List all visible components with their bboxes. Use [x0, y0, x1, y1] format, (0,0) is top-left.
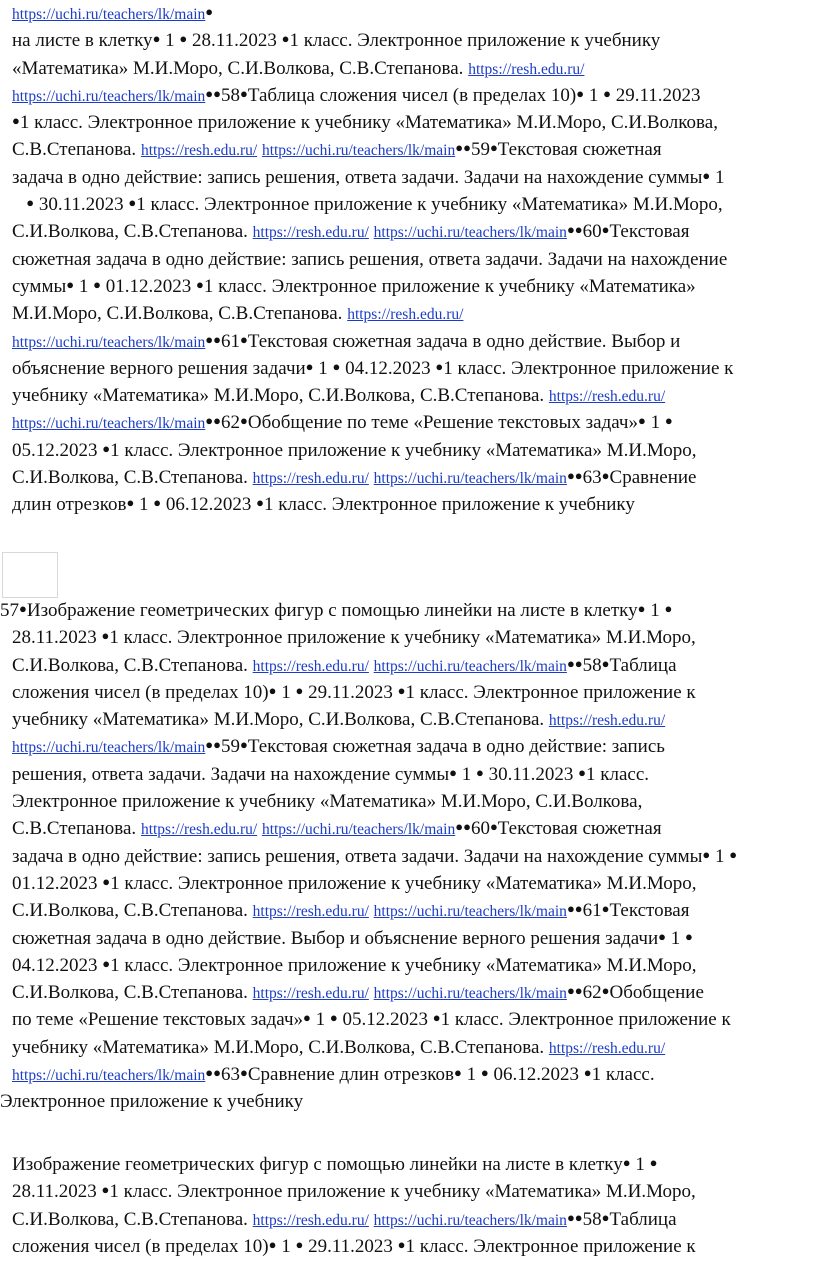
text-line — [12, 55, 816, 82]
bullet-icon: ● — [601, 983, 610, 999]
text-line — [12, 273, 816, 300]
text-line — [0, 788, 804, 815]
bullet-icon: ● — [102, 440, 111, 456]
bullet-icon: ● — [566, 655, 575, 671]
text-run: сложения чисел (в пределах 10) — [12, 1235, 269, 1257]
text-line — [12, 1151, 816, 1178]
bullet-icon: ● — [664, 413, 673, 429]
resh-link[interactable]: https://resh.edu.ru/ — [548, 1039, 666, 1057]
text-line — [0, 597, 804, 624]
bullet-icon: ● — [489, 140, 498, 156]
text-line — [0, 815, 804, 842]
text-run: 1 класс. Электронное приложение к учебнику «Математика» М.И.Моро, — [110, 872, 697, 894]
text-run: М.И.Моро, С.И.Волкова, С.В.Степанова. — [12, 303, 348, 325]
text-run: длин отрезков — [12, 494, 127, 516]
text-run: Электронное приложение к учебнику «Математика» М.И.Моро, С.И.Волкова, — [12, 791, 643, 813]
text-run: Текстовая сюжетная задача в одно действие. Выбор и — [247, 330, 681, 352]
bullet-icon: ● — [305, 358, 314, 374]
text-line — [12, 464, 816, 491]
bullet-icon: ● — [213, 1065, 221, 1081]
text-run: 29.11.2023 — [303, 1235, 398, 1257]
text-run: 29.11.2023 — [610, 84, 701, 106]
bullet-icon: ● — [658, 928, 667, 944]
text-run: 01.12.2023 — [12, 872, 103, 894]
bullet-icon: ● — [574, 901, 583, 917]
bullet-icon: ● — [601, 901, 610, 917]
bullet-icon: ● — [601, 1209, 610, 1225]
bullet-icon: ● — [566, 901, 575, 917]
bullet-icon: ● — [574, 1209, 583, 1225]
text-line — [12, 218, 816, 245]
text-run: 1 — [310, 1009, 330, 1031]
text-line — [12, 1178, 816, 1205]
bullet-icon: ● — [295, 682, 304, 698]
text-run: 1 — [645, 600, 665, 621]
text-run: 30.11.2023 — [34, 194, 129, 216]
text-run: 57 — [0, 600, 19, 621]
text-run: сюжетная задача в одно действие. Выбор и объяснение верного решения задачи — [12, 927, 659, 949]
text-line — [12, 382, 816, 409]
uchi-link[interactable]: https://uchi.ru/teachers/lk/main — [373, 224, 567, 242]
text-run: 1 класс. Электронное приложение к — [440, 1009, 731, 1031]
bullet-icon: ● — [205, 85, 214, 101]
uchi-link[interactable]: https://uchi.ru/teachers/lk/main — [12, 333, 206, 351]
resh-link[interactable]: https://resh.edu.ru/ — [347, 306, 464, 324]
text-line — [0, 897, 804, 924]
text-run: сюжетная задача в одно действие: запись решения, ответа задачи. Задачи на нахождение — [12, 248, 728, 270]
uchi-link[interactable]: https://uchi.ru/teachers/lk/main — [373, 903, 567, 921]
text-run: Обобщение — [609, 982, 704, 1004]
text-run: 1 — [584, 84, 604, 106]
text-run: 05.12.2023 — [12, 439, 103, 461]
bullet-icon: ● — [576, 85, 585, 101]
bullet-icon: ● — [574, 655, 583, 671]
text-run: 1 — [710, 166, 725, 188]
resh-link[interactable]: https://resh.edu.ru/ — [252, 903, 369, 921]
bullet-icon: ● — [489, 819, 498, 835]
text-run: С.В.Степанова. — [12, 139, 141, 161]
bullet-icon: ● — [578, 764, 587, 780]
text-line — [0, 979, 804, 1006]
resh-link[interactable]: https://resh.edu.ru/ — [468, 60, 585, 78]
bullet-icon: ● — [195, 276, 204, 292]
text-run: объяснение верного решения задачи — [12, 357, 306, 379]
text-run: 59 — [221, 736, 240, 758]
text-run: 58 — [221, 84, 240, 106]
text-run: 62 — [221, 412, 240, 434]
text-run: 62 — [582, 982, 602, 1004]
text-run: 58 — [582, 654, 602, 676]
bullet-icon: ● — [729, 846, 738, 862]
text-run: 1 класс. Электронное приложение к — [405, 681, 696, 703]
bullet-icon: ● — [101, 1182, 110, 1198]
bullet-icon: ● — [637, 601, 646, 616]
text-run: сложения чисел (в пределах 10) — [12, 681, 269, 703]
uchi-link[interactable]: https://uchi.ru/teachers/lk/main — [373, 1211, 567, 1229]
text-run: 1 класс. Электронное приложение к учебнику «Математика» М.И.Моро, С.И.Волкова, — [19, 112, 718, 134]
text-line — [12, 437, 816, 464]
bullet-icon: ● — [213, 737, 221, 753]
uchi-link[interactable]: https://uchi.ru/teachers/lk/main — [12, 415, 206, 433]
text-block-3 — [12, 1151, 816, 1260]
text-run: 1 класс. — [586, 763, 650, 785]
bullet-icon: ● — [649, 1155, 658, 1170]
text-line — [0, 1006, 804, 1033]
uchi-link[interactable]: https://uchi.ru/teachers/lk/main — [12, 87, 206, 105]
text-run: 1 класс. Электронное приложение к — [443, 357, 734, 379]
uchi-link[interactable]: https://uchi.ru/teachers/lk/main — [12, 6, 206, 23]
text-line — [0, 761, 804, 788]
bullet-icon: ● — [295, 1236, 304, 1252]
text-line — [12, 191, 816, 218]
text-run: С.И.Волкова, С.В.Степанова. — [12, 900, 253, 922]
bullet-icon: ● — [268, 1236, 277, 1252]
text-run: учебнику «Математика» М.И.Моро, С.И.Волкова, С.В.Степанова. — [12, 1036, 549, 1058]
bullet-icon: ● — [603, 85, 611, 101]
bullet-icon: ● — [566, 1209, 575, 1225]
bullet-icon: ● — [205, 4, 214, 19]
text-run: 1 класс. Электронное приложение к учебнику — [264, 494, 635, 516]
bullet-icon: ● — [664, 601, 673, 616]
bullet-icon: ● — [449, 764, 458, 780]
text-run: 1 — [74, 275, 94, 297]
text-run: 1 класс. Электронное приложение к учебнику — [289, 30, 661, 52]
text-run: на листе в клетку — [12, 30, 153, 52]
text-run: Электронное приложение к учебнику — [0, 1091, 304, 1113]
text-run: 1 класс. Электронное приложение к учебнику «Математика» М.И.Моро, — [109, 627, 696, 649]
text-run: 1 — [630, 1154, 650, 1175]
bullet-icon: ● — [702, 846, 711, 862]
bullet-icon: ● — [480, 1065, 489, 1081]
text-run: 28.11.2023 — [12, 1181, 102, 1203]
bullet-icon: ● — [566, 983, 575, 999]
bullet-icon: ● — [205, 331, 214, 347]
text-run: 1 класс. Электронное приложение к учебнику «Математика» М.И.Моро, — [136, 194, 723, 216]
bullet-icon: ● — [240, 331, 248, 347]
bullet-icon: ● — [205, 1065, 214, 1081]
bullet-icon: ● — [432, 1010, 441, 1026]
text-line — [12, 355, 816, 382]
bullet-icon: ● — [574, 468, 583, 484]
text-run: «Математика» М.И.Моро, С.И.Волкова, С.В.Степанова. — [12, 57, 469, 79]
text-run: С.И.Волкова, С.В.Степанова. — [12, 1208, 253, 1230]
text-run: Сравнение длин отрезков — [247, 1064, 454, 1086]
text-run: 1 — [457, 763, 477, 785]
text-run: 28.11.2023 — [12, 627, 102, 649]
text-line — [12, 1233, 816, 1260]
bullet-icon: ● — [213, 85, 221, 101]
bullet-icon: ● — [240, 737, 248, 753]
text-line — [12, 328, 816, 355]
text-run: 1 — [313, 357, 333, 379]
text-run: 1 класс. — [591, 1064, 655, 1086]
bullet-icon: ● — [455, 819, 464, 835]
text-block-1 — [12, 0, 816, 519]
bullet-icon: ● — [601, 468, 610, 484]
bullet-icon: ● — [476, 764, 484, 780]
bullet-icon: ● — [574, 222, 583, 238]
resh-link[interactable]: https://resh.edu.ru/ — [548, 388, 666, 406]
bullet-icon: ● — [455, 140, 464, 156]
text-run: 1 — [710, 845, 730, 867]
bullet-icon: ● — [332, 358, 341, 374]
text-run: 61 — [221, 330, 240, 352]
text-run: решения, ответа задачи. Задачи на нахождение суммы — [12, 763, 450, 785]
bullet-icon: ● — [126, 495, 135, 511]
text-run: 1 — [276, 1235, 296, 1257]
resh-link[interactable]: https://resh.edu.ru/ — [252, 1211, 369, 1229]
bullet-icon: ● — [583, 1065, 592, 1081]
bullet-icon: ● — [638, 413, 646, 429]
bullet-icon: ● — [240, 85, 248, 101]
bullet-icon: ● — [256, 495, 265, 511]
text-run: 60 — [582, 221, 602, 243]
uchi-link[interactable]: https://uchi.ru/teachers/lk/main — [373, 470, 567, 488]
text-run: Таблица сложения чисел (в пределах 10) — [247, 84, 577, 106]
bullet-icon: ● — [240, 1065, 248, 1081]
bullet-icon: ● — [128, 195, 137, 211]
bullet-icon: ● — [397, 682, 406, 698]
bullet-icon: ● — [566, 222, 575, 238]
text-run: 59 — [470, 139, 490, 161]
bullet-icon: ● — [213, 413, 221, 429]
bullet-icon: ● — [213, 331, 221, 347]
bullet-icon: ● — [566, 468, 575, 484]
bullet-icon: ● — [622, 1155, 631, 1170]
text-run: 28.11.2023 — [187, 30, 282, 52]
text-run: 01.12.2023 — [100, 275, 196, 297]
text-run: 1 — [160, 30, 180, 52]
bullet-icon: ● — [101, 628, 110, 644]
text-run — [12, 194, 26, 215]
text-line — [12, 1206, 816, 1233]
text-run: 04.12.2023 — [12, 954, 103, 976]
text-run: 06.12.2023 — [488, 1064, 584, 1086]
text-line — [0, 952, 804, 979]
text-run: по теме «Решение текстовых задач» — [12, 1009, 303, 1031]
uchi-link[interactable]: https://uchi.ru/teachers/lk/main — [12, 739, 206, 757]
text-run: Изображение геометрических фигур с помощью линейки на листе в клетку — [12, 1154, 623, 1175]
text-run: 04.12.2023 — [340, 357, 436, 379]
text-line — [12, 0, 816, 27]
text-run: С.И.Волкова, С.В.Степанова. — [12, 982, 253, 1004]
bullet-icon: ● — [268, 682, 277, 698]
text-line — [0, 652, 804, 679]
text-run: 1 — [276, 681, 296, 703]
text-line — [0, 706, 804, 733]
text-run: Текстовая — [609, 221, 690, 243]
text-run: С.В.Степанова. — [12, 818, 141, 840]
text-run: 1 — [645, 412, 665, 434]
bullet-icon: ● — [435, 358, 444, 374]
text-run: С.И.Волкова, С.В.Степанова. — [12, 654, 253, 676]
bullet-icon: ● — [240, 413, 248, 429]
text-run: Текстовая сюжетная задача в одно действие: запись — [247, 736, 665, 758]
text-line — [0, 1088, 804, 1115]
text-run: Обобщение по теме «Решение текстовых задач» — [247, 412, 638, 434]
text-run: 1 — [666, 927, 686, 949]
bullet-icon: ● — [205, 737, 214, 753]
text-line — [12, 136, 816, 163]
text-line — [12, 409, 816, 436]
text-run: Таблица — [609, 654, 677, 676]
text-run: суммы — [12, 275, 67, 297]
text-run: задача в одно действие: запись решения, ответа задачи. Задачи на нахождение суммы — [12, 166, 703, 188]
text-line — [12, 300, 816, 327]
text-run: 05.12.2023 — [337, 1009, 433, 1031]
bullet-icon: ● — [93, 276, 101, 292]
bullet-icon: ● — [281, 31, 290, 47]
text-run: Изображение геометрических фигур с помощью линейки на листе в клетку — [26, 600, 638, 621]
bullet-icon: ● — [179, 31, 188, 47]
text-run: Текстовая сюжетная — [497, 139, 662, 161]
bullet-icon: ● — [329, 1010, 338, 1026]
bullet-icon: ● — [463, 140, 471, 156]
text-run: 63 — [582, 467, 602, 489]
bullet-icon: ● — [574, 983, 583, 999]
bullet-icon: ● — [702, 167, 711, 183]
bullet-icon: ● — [19, 601, 27, 616]
uchi-link[interactable]: https://uchi.ru/teachers/lk/main — [373, 985, 567, 1003]
text-line — [12, 109, 816, 136]
bullet-icon: ● — [12, 113, 20, 129]
text-run: 61 — [582, 900, 602, 922]
text-run: 63 — [221, 1064, 240, 1086]
resh-link[interactable]: https://resh.edu.ru/ — [252, 470, 369, 488]
uchi-link[interactable]: https://uchi.ru/teachers/lk/main — [373, 657, 567, 675]
text-run: учебнику «Математика» М.И.Моро, С.И.Волкова, С.В.Степанова. — [12, 385, 549, 407]
bullet-icon: ● — [153, 495, 162, 511]
resh-link[interactable]: https://resh.edu.ru/ — [252, 224, 369, 242]
text-run: Таблица — [609, 1208, 677, 1230]
text-line — [12, 27, 816, 54]
bullet-icon: ● — [463, 819, 471, 835]
bullet-icon: ● — [26, 195, 35, 211]
text-run: 06.12.2023 — [161, 494, 257, 516]
resh-link[interactable]: https://resh.edu.ru/ — [140, 821, 258, 839]
text-run: 1 — [461, 1064, 481, 1086]
text-run: С.И.Волкова, С.В.Степанова. — [12, 467, 253, 489]
text-run: 30.11.2023 — [483, 763, 579, 785]
bullet-icon: ● — [601, 655, 610, 671]
text-line — [0, 925, 804, 952]
text-run: 58 — [582, 1208, 602, 1230]
uchi-link[interactable]: https://uchi.ru/teachers/lk/main — [261, 821, 456, 839]
text-line — [0, 624, 804, 651]
resh-link[interactable]: https://resh.edu.ru/ — [252, 985, 369, 1003]
text-run: Сравнение — [609, 467, 697, 489]
bullet-icon: ● — [152, 31, 161, 47]
bullet-icon: ● — [102, 955, 111, 971]
text-line — [12, 164, 816, 191]
bullet-icon: ● — [453, 1065, 462, 1081]
image-placeholder — [2, 552, 58, 598]
text-run: 1 класс. Электронное приложение к учебнику «Математика» М.И.Моро, — [110, 439, 697, 461]
text-run: учебнику «Математика» М.И.Моро, С.И.Волкова, С.В.Степанова. — [12, 709, 549, 731]
text-block-2 — [0, 597, 804, 1116]
text-run: 1 класс. Электронное приложение к учебнику «Математика» М.И.Моро, — [109, 1181, 696, 1203]
bullet-icon: ● — [205, 413, 214, 429]
text-run: 29.11.2023 — [303, 681, 398, 703]
uchi-link[interactable]: https://uchi.ru/teachers/lk/main — [12, 1067, 206, 1085]
text-line — [12, 246, 816, 273]
text-run: 60 — [470, 818, 490, 840]
text-run: 1 класс. Электронное приложение к учебнику «Математика» — [203, 275, 696, 297]
bullet-icon: ● — [66, 276, 75, 292]
bullet-icon: ● — [303, 1010, 311, 1026]
text-line — [12, 82, 816, 109]
text-run: 1 класс. Электронное приложение к учебнику «Математика» М.И.Моро, — [110, 954, 697, 976]
text-run: задача в одно действие: запись решения, ответа задачи. Задачи на нахождение суммы — [12, 845, 703, 867]
uchi-link[interactable]: https://uchi.ru/teachers/lk/main — [261, 142, 456, 160]
text-run: Текстовая сюжетная — [497, 818, 662, 840]
text-run: 1 — [134, 494, 154, 516]
resh-link[interactable]: https://resh.edu.ru/ — [548, 712, 666, 730]
bullet-icon: ● — [102, 873, 111, 889]
text-line — [0, 679, 804, 706]
text-line — [12, 491, 816, 518]
resh-link[interactable]: https://resh.edu.ru/ — [140, 142, 258, 160]
text-line — [0, 733, 804, 760]
text-line — [0, 843, 804, 870]
bullet-icon: ● — [397, 1236, 406, 1252]
text-line — [0, 1061, 804, 1088]
text-run: 1 класс. Электронное приложение к — [405, 1235, 696, 1257]
resh-link[interactable]: https://resh.edu.ru/ — [252, 657, 369, 675]
text-line — [0, 1034, 804, 1061]
bullet-icon: ● — [685, 928, 693, 944]
text-run: С.И.Волкова, С.В.Степанова. — [12, 221, 253, 243]
text-run: Текстовая — [609, 900, 690, 922]
bullet-icon: ● — [601, 222, 610, 238]
text-line — [0, 870, 804, 897]
